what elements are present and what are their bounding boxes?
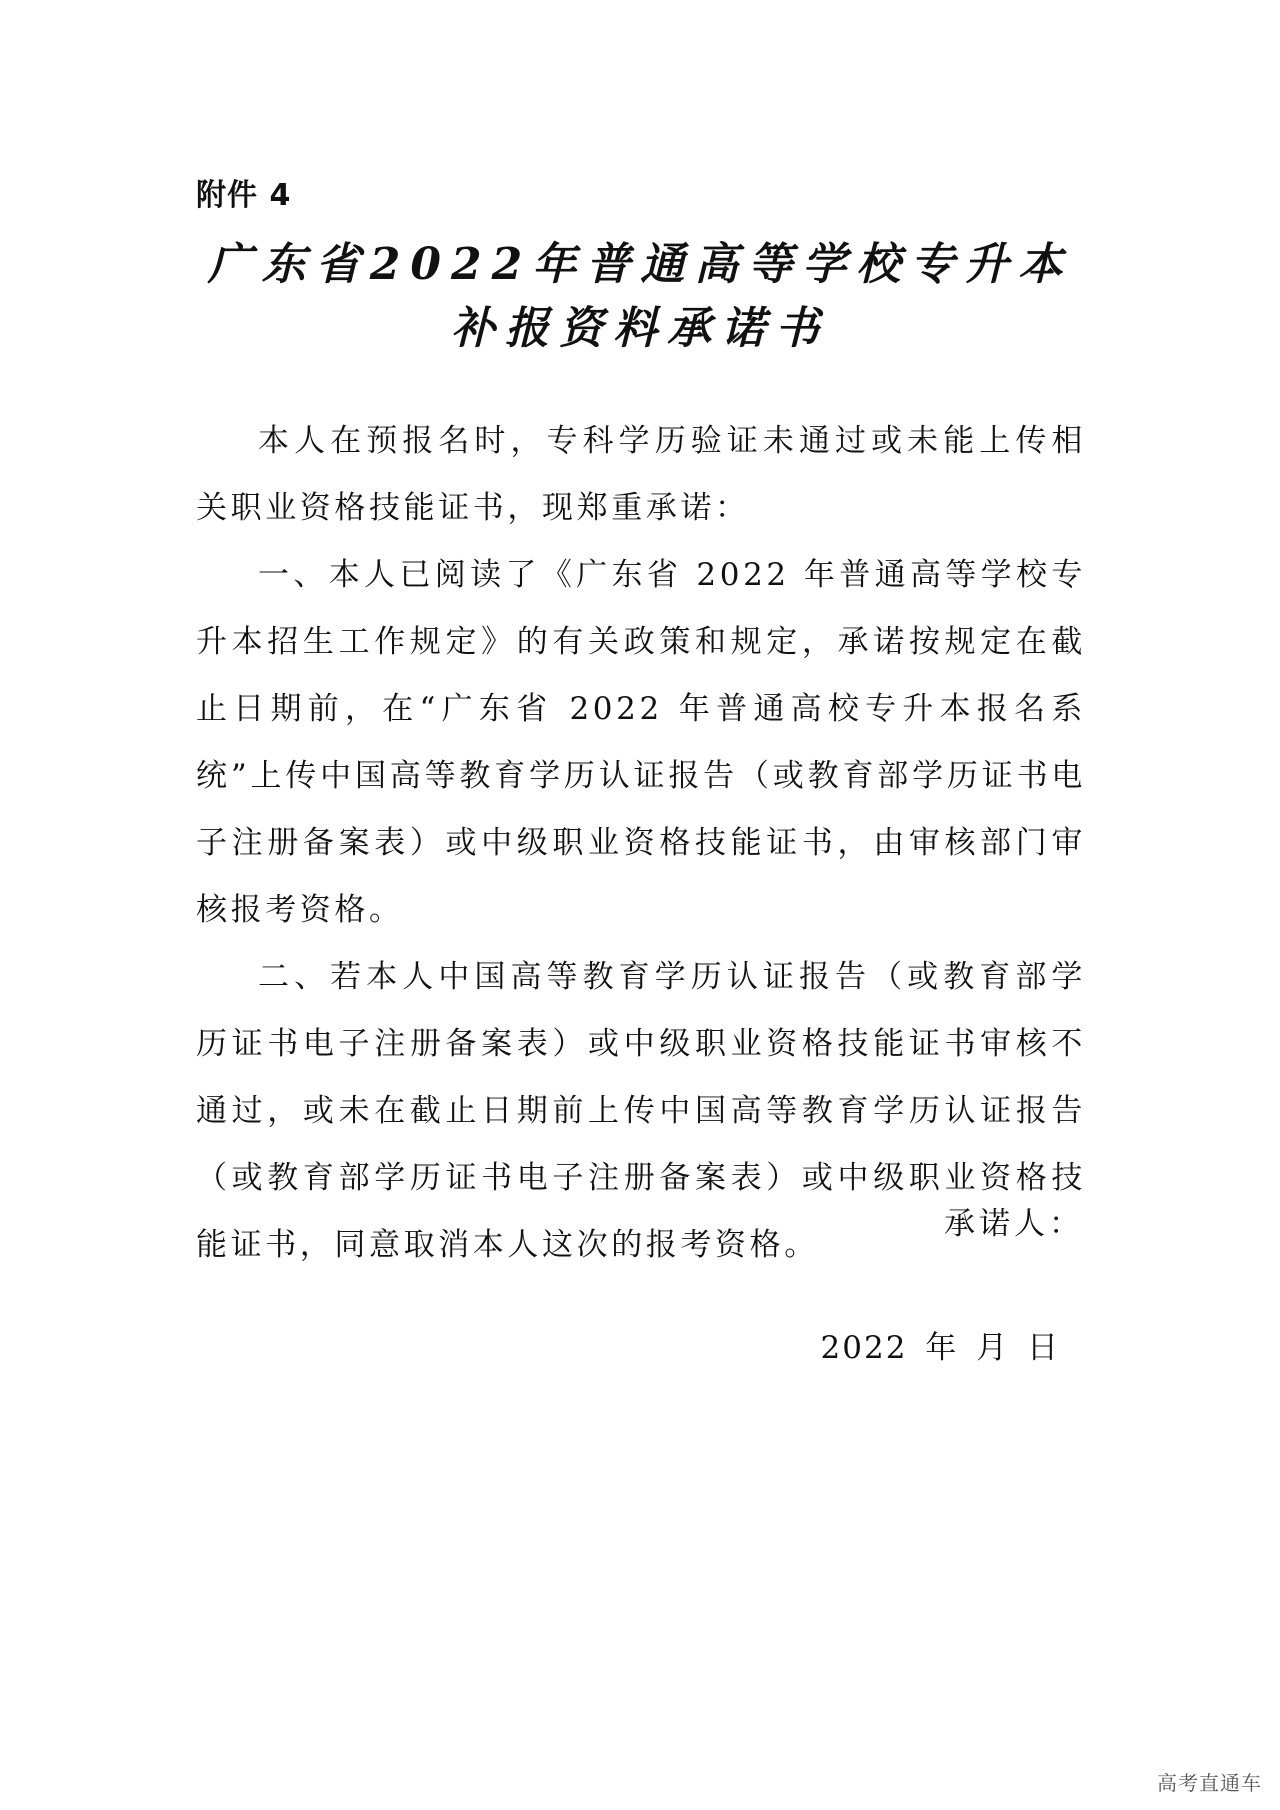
body-paragraph-two: 二、若本人中国高等教育学历认证报告（或教育部学历证书电子注册备案表）或中级职业资格技能证书审核不通过，或未在截止日期前上传中国高等教育学历认证报告（或教育部学历证书电子注册备案表）或中级职业资格技能证书，同意取消本人这次的报考资格。 (196, 959, 1086, 1263)
document-title-line-2: 补报资料承诺书 (451, 303, 829, 354)
body-paragraph-one: 一、本人已阅读了《广东省 2022 年普通高等学校专升本招生工作规定》的有关政策和规定，承诺按规定在截止日期前，在“广东省 2022 年普通高校专升本报名系统”上传中国高等教育学历认证报告（或教育部学历证书电子注册备案表）或中级职业资格技能证书，由审核部门审核报考资格。 (196, 557, 1086, 928)
signer-label: 承诺人： (944, 1206, 1084, 1242)
attachment-label: 附件 4 (196, 178, 292, 213)
date-line: 2022 年 月 日 (820, 1330, 1060, 1366)
watermark-text: 高考直通车 (1157, 1771, 1262, 1795)
document-title-line-1: 广东省2022年普通高等学校专升本 (207, 239, 1073, 290)
body-paragraph-intro: 本人在预报名时，专科学历验证未通过或未能上传相关职业资格技能证书，现郑重承诺： (196, 423, 1086, 526)
document-body (196, 408, 1086, 1279)
